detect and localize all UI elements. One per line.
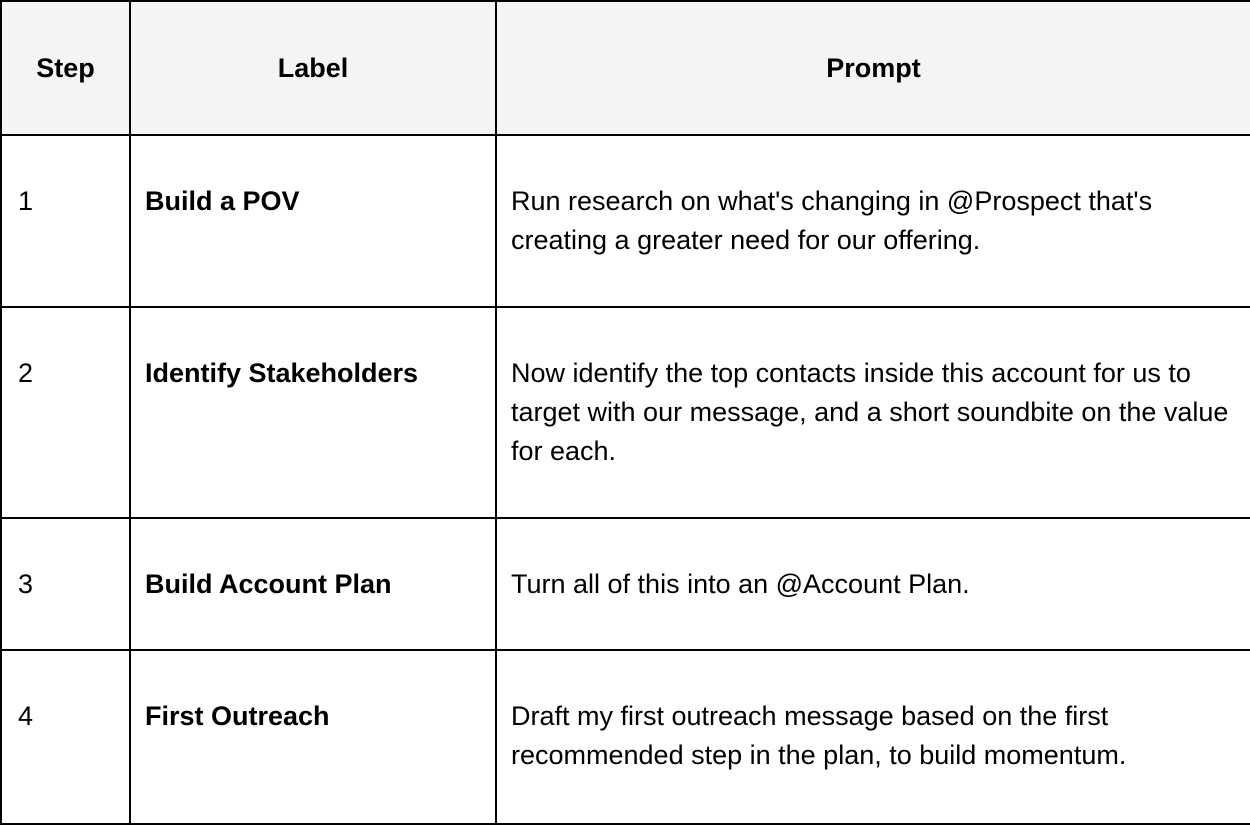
table-row (1, 650, 1250, 824)
header-step: Step (1, 1, 130, 135)
step-label: Build Account Plan (130, 518, 496, 650)
step-number: 3 (1, 518, 130, 650)
step-prompt: Draft my first outreach message based on the first recommended step in the plan, to build momentum. (496, 650, 1250, 824)
header-prompt: Prompt (496, 1, 1250, 135)
step-label: Identify Stakeholders (130, 307, 496, 518)
step-prompt: Turn all of this into an @Account Plan. (496, 518, 1250, 650)
step-label: First Outreach (130, 650, 496, 824)
step-prompt: Run research on what's changing in @Prospect that's creating a greater need for our offering. (496, 135, 1250, 307)
table-row (1, 307, 1250, 518)
step-number: 1 (1, 135, 130, 307)
table-row (1, 135, 1250, 307)
step-number: 4 (1, 650, 130, 824)
step-number: 2 (1, 307, 130, 518)
step-label: Build a POV (130, 135, 496, 307)
table-row (1, 518, 1250, 650)
table-header-row (1, 1, 1250, 135)
header-label: Label (130, 1, 496, 135)
step-prompt: Now identify the top contacts inside this account for us to target with our message, and a short soundbite on the value for each. (496, 307, 1250, 518)
